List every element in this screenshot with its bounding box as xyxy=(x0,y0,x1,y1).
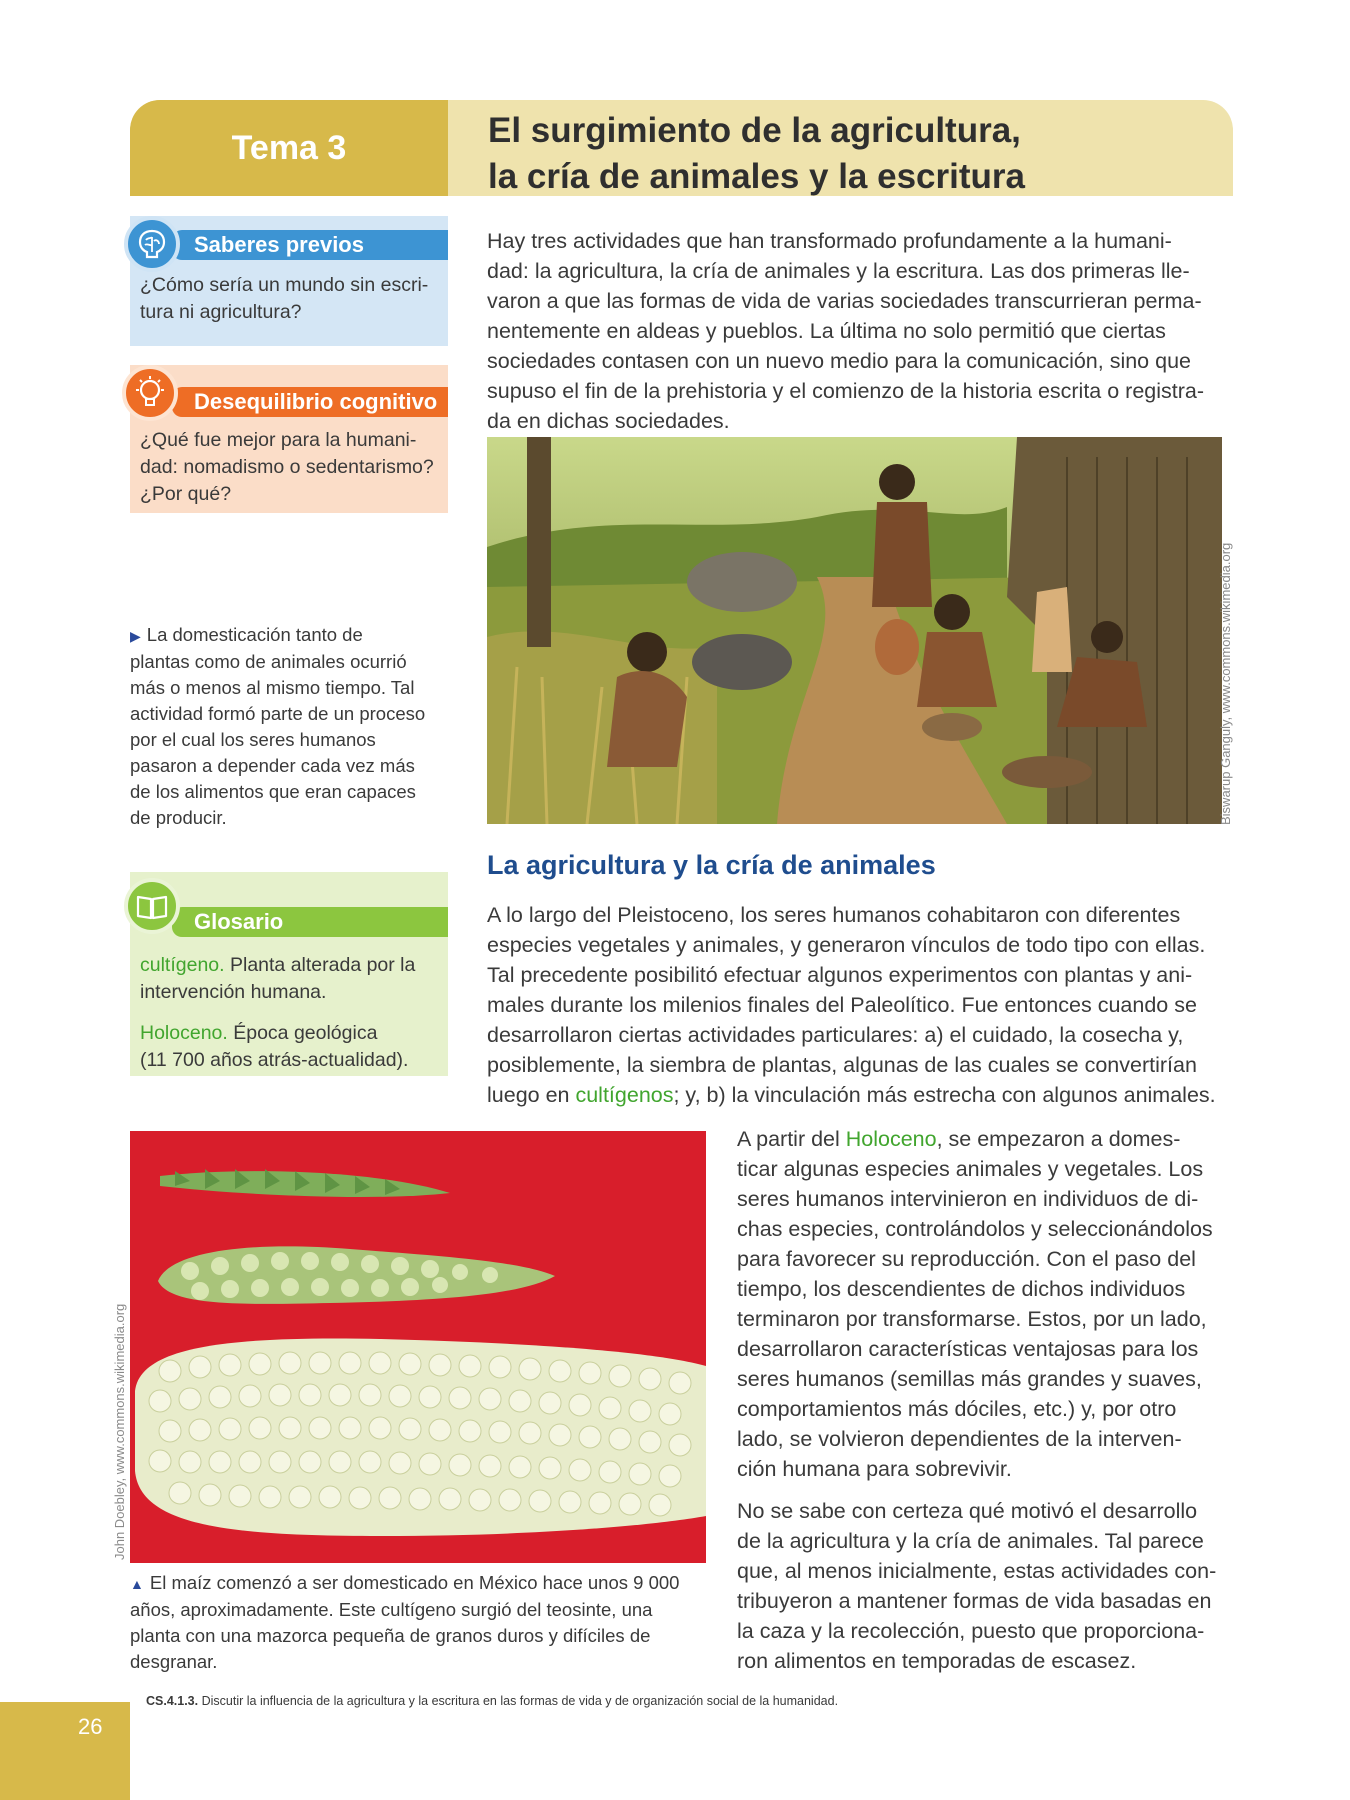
curriculum-code: CS.4.1.3. xyxy=(146,1694,199,1708)
lesson-header xyxy=(130,100,1233,196)
maize-caption xyxy=(130,1570,710,1675)
text-line: especies vegetales y animales, y generaron vínculos de todo tipo con ellas. xyxy=(487,933,1206,957)
paragraph xyxy=(737,1496,1225,1676)
triangle-right-icon: ▶ xyxy=(130,628,141,644)
side-note-line: actividad formó parte de un proceso xyxy=(130,703,426,724)
text-line: terminaron por transformarse. Estos, por un lado, xyxy=(737,1307,1207,1331)
question-line: dad: nomadismo o sedentarismo? xyxy=(140,456,434,478)
tema-label: Tema 3 xyxy=(130,100,448,196)
text-line: nentemente en aldeas y pueblos. La última no solo permitió que ciertas xyxy=(487,319,1166,343)
saberes-previos-question xyxy=(140,272,440,326)
curriculum-note xyxy=(146,1694,838,1708)
text-line: tribuyeron a mantener formas de vida basadas en xyxy=(737,1589,1212,1613)
text-fragment: luego en xyxy=(487,1083,576,1107)
photo-credit: John Doebley, www.commons.wikimedia.org xyxy=(112,1303,127,1560)
text-line: A lo largo del Pleistoceno, los seres humanos cohabitaron con diferentes xyxy=(487,903,1181,927)
text-line: seres humanos intervinieron en individuos de di- xyxy=(737,1187,1199,1211)
question-line: ¿Cómo sería un mundo sin escri- xyxy=(140,274,429,296)
side-note-line: plantas como de animales ocurrió xyxy=(130,651,407,672)
text-line: desarrollaron ciertas actividades particulares: a) el cuidado, la cosecha y, xyxy=(487,1023,1184,1047)
side-note-line: de los alimentos que eran capaces xyxy=(130,781,416,802)
side-note-line xyxy=(130,622,460,649)
side-note-line: de producir. xyxy=(130,807,227,828)
saberes-previos-title: Saberes previos xyxy=(172,230,448,260)
title-line-2: la cría de animales y la escritura xyxy=(488,157,1025,196)
text-line: No se sabe con certeza qué motivó el desarrollo xyxy=(737,1499,1198,1523)
text-line: varon a que las formas de vida de varias sociedades transcurrieran perma- xyxy=(487,289,1202,313)
caption-line: planta con una mazorca pequeña de granos duros y difíciles de xyxy=(130,1625,651,1646)
caption-line xyxy=(130,1570,710,1597)
glossary-term: Holoceno. xyxy=(140,1022,228,1044)
side-note-text: La domesticación tanto de xyxy=(146,624,363,645)
side-note-line: pasaron a depender cada vez más xyxy=(130,755,415,776)
text-line: sociedades contasen con un nuevo medio para la comunicación, sino que xyxy=(487,349,1191,373)
paragraph xyxy=(487,900,1222,1110)
glossary-term: cultígeno. xyxy=(140,954,225,976)
text-line: da en dichas sociedades. xyxy=(487,409,730,433)
text-fragment: , se empezaron a domes- xyxy=(936,1127,1181,1151)
text-fragment: A partir del xyxy=(737,1127,846,1151)
side-note xyxy=(130,622,460,831)
diorama-photo xyxy=(487,437,1222,824)
section-heading: La agricultura y la cría de animales xyxy=(487,850,936,880)
photo-credit: Biswarup Ganguly, www.commons.wikimedia.org xyxy=(1218,542,1233,825)
curriculum-text: Discutir la influencia de la agricultura y la escritura en las formas de vida y de organización social de la humanidad. xyxy=(198,1694,839,1708)
glossary-line xyxy=(140,952,440,979)
text-line: para favorecer su reproducción. Con el paso del xyxy=(737,1247,1196,1271)
glossary-term-link: cultígenos xyxy=(575,1083,674,1107)
maize-photo xyxy=(130,1131,706,1563)
glossary-definition: Época geológica xyxy=(227,1022,378,1044)
triangle-up-icon: ▲ xyxy=(130,1576,144,1592)
text-line: Tal precedente posibilitó efectuar algunos experimentos con plantas y ani- xyxy=(487,963,1193,987)
desequilibrio-cognitivo-box xyxy=(130,365,448,513)
glossary-line: intervención humana. xyxy=(140,981,327,1003)
question-line: ¿Por qué? xyxy=(140,483,232,505)
desequilibrio-title: Desequilibrio cognitivo xyxy=(172,387,448,417)
text-line: de la agricultura y la cría de animales. Tal parece xyxy=(737,1529,1204,1553)
glossary-line: (11 700 años atrás-actualidad). xyxy=(140,1049,409,1071)
caption-line: desgranar. xyxy=(130,1651,218,1672)
caption-text: El maíz comenzó a ser domesticado en México hace unos 9 000 xyxy=(149,1572,680,1593)
glossary-term-link: Holoceno xyxy=(845,1127,937,1151)
text-line: chas especies, controlándolos y seleccionándolos xyxy=(737,1217,1213,1241)
text-line: Hay tres actividades que han transformado profundamente a la humani- xyxy=(487,229,1172,253)
glosario-title: Glosario xyxy=(172,907,448,937)
lightbulb-icon xyxy=(122,365,178,421)
page-number: 26 xyxy=(78,1714,103,1739)
text-line: ción humana para sobrevivir. xyxy=(737,1457,1012,1481)
glossary-entry xyxy=(140,952,440,1006)
text-fragment: ; y, b) la vinculación más estrecha con algunos animales. xyxy=(673,1083,1216,1107)
page-tab xyxy=(0,1702,130,1800)
glossary-entry xyxy=(140,1020,440,1074)
text-line: ron alimentos en temporadas de escasez. xyxy=(737,1649,1137,1673)
text-line: seres humanos (semillas más grandes y suaves, xyxy=(737,1367,1202,1391)
text-line: lado, se volvieron dependientes de la interven- xyxy=(737,1427,1182,1451)
text-line: ticar algunas especies animales y vegetales. Los xyxy=(737,1157,1204,1181)
text-line: tiempo, los descendientes de dichos individuos xyxy=(737,1277,1186,1301)
text-line: males durante los milenios finales del Paleolítico. Fue entonces cuando se xyxy=(487,993,1197,1017)
glosario-box xyxy=(130,872,448,1076)
side-note-line: por el cual los seres humanos xyxy=(130,729,376,750)
question-line: tura ni agricultura? xyxy=(140,301,302,323)
text-line xyxy=(737,1124,1225,1154)
question-line: ¿Qué fue mejor para la humani- xyxy=(140,429,417,451)
title-line-1: El surgimiento de la agricultura, xyxy=(488,111,1021,150)
glossary-definition: Planta alterada por la xyxy=(224,954,416,976)
book-icon xyxy=(124,878,180,934)
text-line xyxy=(487,1080,1222,1110)
page-title xyxy=(488,108,1208,196)
text-line: posiblemente, la siembra de plantas, algunas de las cuales se convertirían xyxy=(487,1053,1197,1077)
intro-paragraph xyxy=(487,226,1222,436)
glossary-line xyxy=(140,1020,440,1047)
side-note-line: más o menos al mismo tiempo. Tal xyxy=(130,677,415,698)
text-line: desarrollaron características ventajosas para los xyxy=(737,1337,1199,1361)
text-line: supuso el fin de la prehistoria y el comienzo de la historia escrita o registra- xyxy=(487,379,1205,403)
saberes-previos-box xyxy=(130,216,448,346)
text-line: dad: la agricultura, la cría de animales y la escritura. Las dos primeras lle- xyxy=(487,259,1190,283)
text-line: comportamientos más dóciles, etc.) y, por otro xyxy=(737,1397,1177,1421)
caption-line: años, aproximadamente. Este cultígeno surgió del teosinte, una xyxy=(130,1599,653,1620)
brain-icon xyxy=(124,216,180,272)
text-line: la caza y la recolección, puesto que proporciona- xyxy=(737,1619,1205,1643)
text-line: que, al menos inicialmente, estas actividades con- xyxy=(737,1559,1217,1583)
desequilibrio-question xyxy=(140,427,440,508)
paragraph xyxy=(737,1124,1225,1484)
